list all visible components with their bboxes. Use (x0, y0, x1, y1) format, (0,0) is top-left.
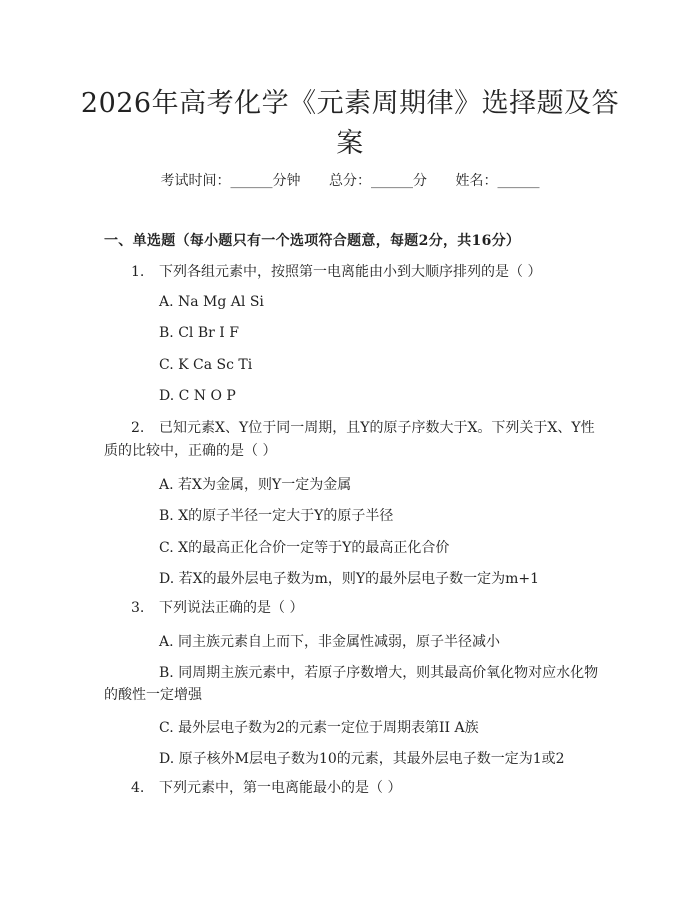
question-number: 3. (131, 600, 145, 616)
option-d: D. 原子核外M层电子数为10的元素，其最外层电子数一定为1或2 (159, 751, 565, 767)
exam-time-field: 考试时间：______分钟 (160, 173, 301, 189)
question-stem: 下列各组元素中，按照第一电离能由小到大顺序排列的是（ ） (159, 264, 542, 280)
total-score-field: 总分：______分 (329, 173, 427, 189)
option-c: C. K Ca Sc Ti (159, 357, 253, 373)
exam-info-row (0, 170, 700, 190)
option-a: A. 若X为金属，则Y一定为金属 (159, 477, 352, 493)
question-stem-line1: 已知元素X、Y位于同一周期，且Y的原子序数大于X。下列关于X、Y性 (159, 420, 595, 436)
question-3 (131, 596, 303, 620)
option-b: B. 同周期主族元素中，若原子序数增大，则其最高价氧化物对应水化物 (159, 665, 599, 681)
option-b: B. X的原子半径一定大于Y的原子半径 (159, 508, 394, 524)
question-4 (131, 776, 401, 800)
option-b-line2: 的酸性一定增强 (104, 687, 202, 703)
option-b: B. Cl Br I F (159, 325, 239, 341)
student-name-field: 姓名：______ (455, 173, 540, 189)
page-title: 2026年高考化学《元素周期律》选择题及答案 (80, 88, 620, 159)
option-c: C. 最外层电子数为2的元素一定位于周期表第II A族 (159, 720, 479, 736)
question-number: 4. (131, 780, 145, 796)
option-d: D. C N O P (159, 388, 236, 404)
question-stem: 下列说法正确的是（ ） (159, 600, 304, 616)
question-number: 2. (131, 420, 145, 436)
option-a: A. Na Mg Al Si (159, 294, 264, 310)
option-d: D. 若X的最外层电子数为m，则Y的最外层电子数一定为m+1 (159, 571, 540, 587)
question-stem: 下列元素中，第一电离能最小的是（ ） (159, 780, 402, 796)
question-1 (131, 260, 541, 284)
section-title: 一、单选题（每小题只有一个选项符合题意，每题2分，共16分） (104, 233, 521, 249)
option-a: A. 同主族元素自上而下，非金属性减弱，原子半径减小 (159, 634, 501, 650)
question-stem-line2: 质的比较中，正确的是（ ） (104, 443, 277, 459)
option-c: C. X的最高正化合价一定等于Y的最高正化合价 (159, 540, 450, 556)
question-number: 1. (131, 264, 145, 280)
question-2 (131, 416, 595, 440)
